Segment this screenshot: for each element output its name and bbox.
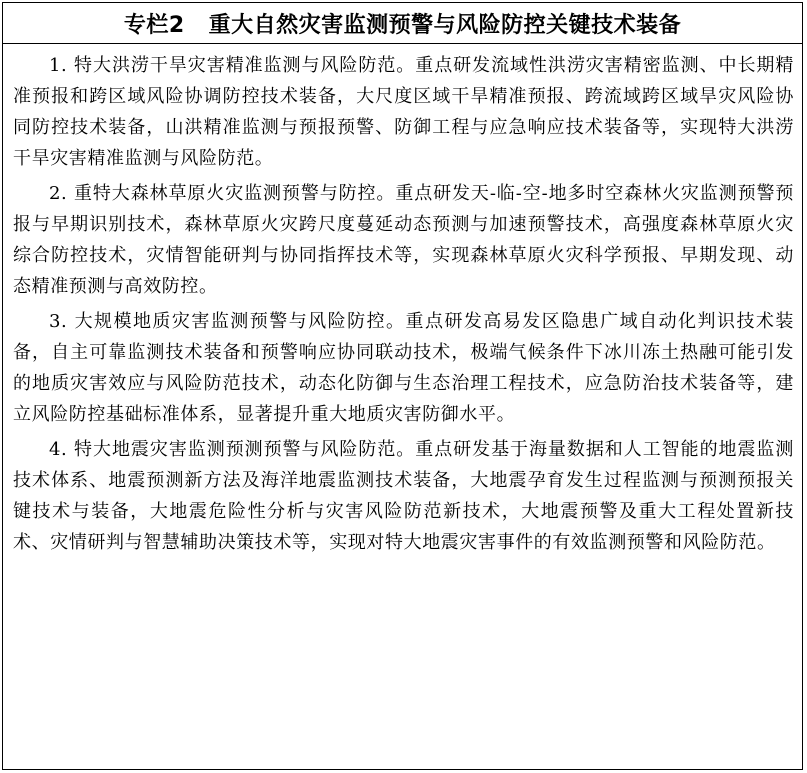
- column-box: [2, 2, 803, 770]
- box-label: 专栏2: [123, 12, 185, 38]
- paragraph-earthquake: 4. 特大地震灾害监测预测预警与风险防范。重点研发基于海量数据和人工智能的地震监测技术体系、地震预测新方法及海洋地震监测技术装备，大地震孕育发生过程监测与预测预报关键技术与装备，大地震危险性分析与灾害风险防范新技术，大地震预警及重大工程处置新技术、灾情研判与智慧辅助决策技术等，实现对特大地震灾害事件的有效监测预警和风险防范。: [13, 439, 794, 553]
- paragraph-geological: 3. 大规模地质灾害监测预警与风险防控。重点研发高易发区隐患广域自动化判识技术装备，自主可靠监测技术装备和预警响应协同联动技术，极端气候条件下冰川冻土热融可能引发的地质灾害效应与风险防范技术，动态化防御与生态治理工程技术，应急防治技术装备等，建立风险防控基础标准体系，显著提升重大地质灾害防御水平。: [13, 311, 794, 425]
- box-body: [3, 44, 802, 558]
- paragraph-flood-drought: 1. 特大洪涝干旱灾害精准监测与风险防范。重点研发流域性洪涝灾害精密监测、中长期精准预报和跨区域风险协调防控技术装备，大尺度区域干旱精准预报、跨流域跨区域旱灾风险协同防控技术装备，山洪精准监测与预报预警、防御工程与应急响应技术装备等，实现特大洪涝干旱灾害精准监测与风险防范。: [13, 55, 794, 169]
- paragraph-forest-fire: 2. 重特大森林草原火灾监测预警与防控。重点研发天-临-空-地多时空森林火灾监测预警预报与早期识别技术，森林草原火灾跨尺度蔓延动态预测与加速预警技术，高强度森林草原火灾综合防控技术，灾情智能研判与协同指挥技术等，实现森林草原火灾科学预报、早期发现、动态精准预测与高效防控。: [13, 183, 794, 297]
- box-title: 重大自然灾害监测预警与风险防控关键技术装备: [208, 12, 682, 38]
- box-header: [3, 3, 802, 44]
